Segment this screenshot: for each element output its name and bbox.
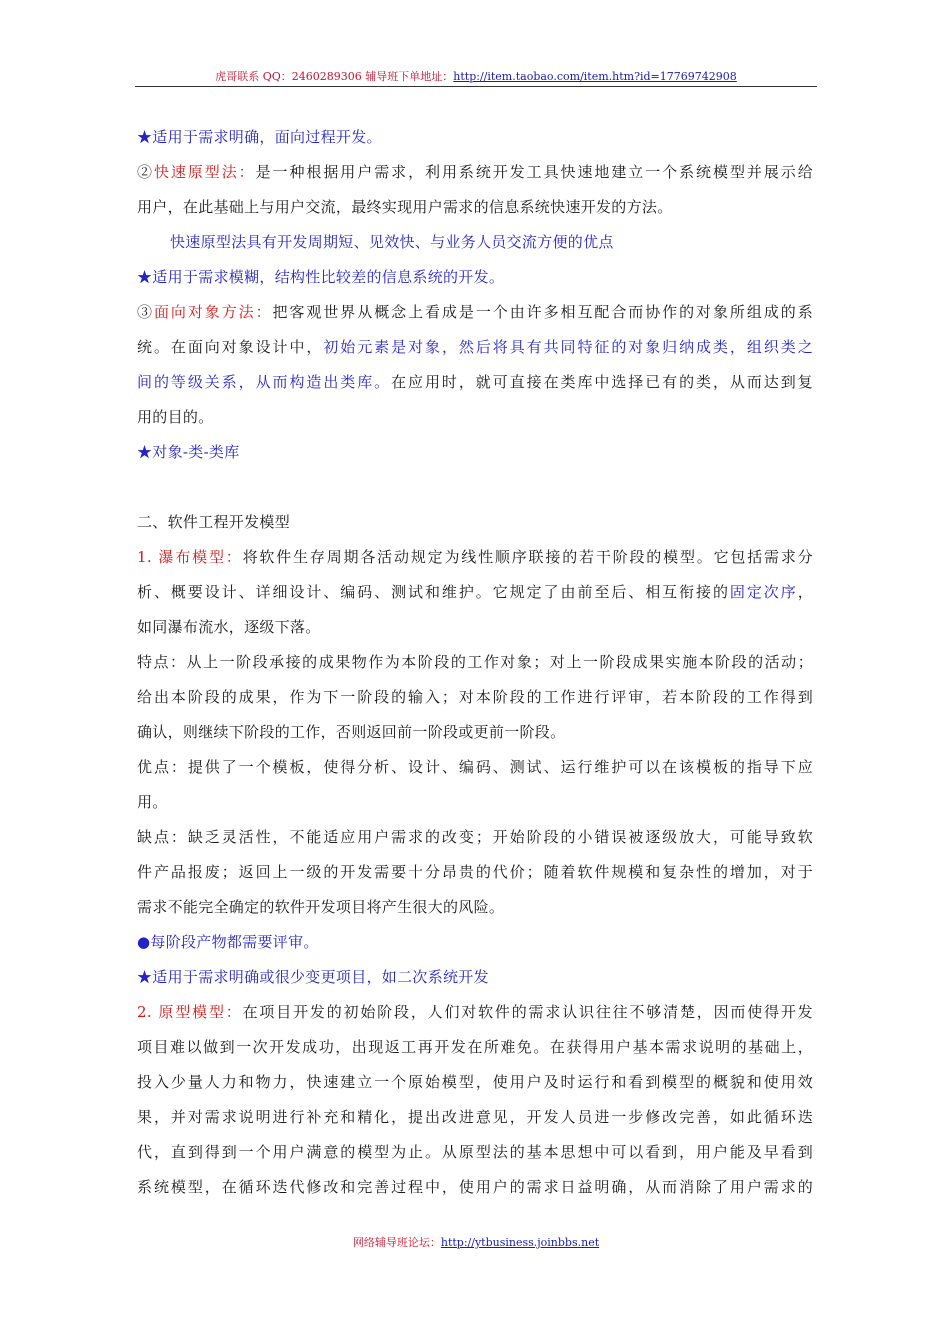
line-13 xyxy=(137,582,813,602)
line-13-text-a: 析、概要设计、详细设计、编码、测试和维护。它规定了由前至后、相互衔接的 xyxy=(137,583,730,601)
footer-label: 网络辅导班论坛： xyxy=(352,1236,441,1249)
line-29: 代，直到得到一个用户满意的模型为止。从原型法的基本思想中可以看到，用户能及早看到 xyxy=(137,1143,813,1161)
line-17: 确认，则继续下阶段的工作，否则返回前一阶段或更前一阶段。 xyxy=(137,723,566,741)
header-contact: 虎哥联系 QQ：2460289306 辅导班下单地址： xyxy=(215,70,454,83)
line-12 xyxy=(137,547,813,567)
line-6-text: 把客观世界从概念上看成是一个由许多相互配合而协作的对象所组成的系 xyxy=(272,303,813,321)
line-3: 用户，在此基础上与用户交流，最终实现用户需求的信息系统快速开发的方法。 xyxy=(137,198,673,216)
line-7-text-b: 初始元素是对象，然后将具有共同特征的对象归纳成类，组织类之 xyxy=(323,338,813,356)
line-21: 件产品报废；返回上一级的开发需要十分昂贵的代价；随着软件规模和复杂性的增加，对于 xyxy=(137,863,813,881)
line-12-text: 将软件生存周期各活动规定为线性顺序联接的若干阶段的模型。它包括需求分 xyxy=(242,548,813,566)
term-prototype-model: 2. 原型模型： xyxy=(137,1003,243,1021)
term-object-oriented: 面向对象方法： xyxy=(153,303,273,321)
line-8-text-a: 间的等级关系，从而构造出类库。 xyxy=(137,373,392,391)
num-2: ② xyxy=(137,163,154,181)
line-18: 优点：提供了一个模板，使得分析、设计、编码、测试、运行维护可以在该模板的指导下应 xyxy=(137,758,813,776)
line-24: ★适用于需求明确或很少变更项目，如二次系统开发 xyxy=(137,968,489,986)
line-8-text-b: 在应用时，就可直接在类库中选择已有的类，从而达到复 xyxy=(391,373,813,391)
line-16: 给出本阶段的成果，作为下一阶段的输入；对本阶段的工作进行评审，若本阶段的工作得到 xyxy=(137,688,813,706)
line-15: 特点：从上一阶段承接的成果物作为本阶段的工作对象；对上一阶段成果实施本阶段的活动； xyxy=(137,653,813,671)
line-6 xyxy=(137,302,813,322)
line-14: 如同瀑布流水，逐级下落。 xyxy=(137,618,321,636)
line-2 xyxy=(137,162,813,182)
term-rapid-prototyping: 快速原型法： xyxy=(153,163,256,181)
line-27: 投入少量人力和物力，快速建立一个原始模型，使用户及时运行和看到模型的概貌和使用效 xyxy=(137,1073,813,1091)
line-2-text: 是一种根据用户需求，利用系统开发工具快速地建立一个系统模型并展示给 xyxy=(255,163,813,181)
line-19: 用。 xyxy=(137,793,168,811)
footer-link[interactable]: http://ytbusiness.joinbbs.net xyxy=(440,1236,600,1249)
section-heading: 二、软件工程开发模型 xyxy=(137,513,291,531)
line-10: ★对象-类-类库 xyxy=(137,443,240,461)
line-7-text-a: 统。在面向对象设计中， xyxy=(137,338,324,356)
line-13-text-c: ， xyxy=(797,583,813,601)
header-rule xyxy=(135,86,817,87)
line-28: 果，并对需求说明进行补充和精化，提出改进意见，开发人员进一步修改完善，如此循环迭 xyxy=(137,1108,813,1126)
term-fixed-order: 固定次序 xyxy=(729,583,798,601)
num-3: ③ xyxy=(137,303,154,321)
line-25-text: 在项目开发的初始阶段，人们对软件的需求认识往往不够清楚，因而使得开发 xyxy=(242,1003,813,1021)
line-8 xyxy=(137,372,813,392)
line-9: 用的目的。 xyxy=(137,408,214,426)
line-1: ★适用于需求明确，面向过程开发。 xyxy=(137,128,382,146)
line-26: 项目难以做到一次开发成功，出现返工再开发在所难免。在获得用户基本需求说明的基础上， xyxy=(137,1038,813,1056)
line-22: 需求不能完全确定的软件开发项目将产生很大的风险。 xyxy=(137,898,505,916)
line-25 xyxy=(137,1002,813,1022)
line-23: ●每阶段产物都需要评审。 xyxy=(137,933,319,951)
header-link[interactable]: http://item.taobao.com/item.htm?id=17769742908 xyxy=(453,70,737,83)
line-5: ★适用于需求模糊，结构性比较差的信息系统的开发。 xyxy=(137,268,505,286)
line-20: 缺点：缺乏灵活性，不能适应用户需求的改变；开始阶段的小错误被逐级放大，可能导致软 xyxy=(137,828,813,846)
line-7 xyxy=(137,337,813,357)
line-4: 快速原型法具有开发周期短、见效快、与业务人员交流方便的优点 xyxy=(170,233,614,251)
page-footer xyxy=(135,1234,817,1250)
page-header xyxy=(135,68,817,86)
term-waterfall: 1. 瀑布模型： xyxy=(137,548,243,566)
line-30: 系统模型，在循环迭代修改和完善过程中，使用户的需求日益明确，从而消除了用户需求的 xyxy=(137,1178,813,1196)
